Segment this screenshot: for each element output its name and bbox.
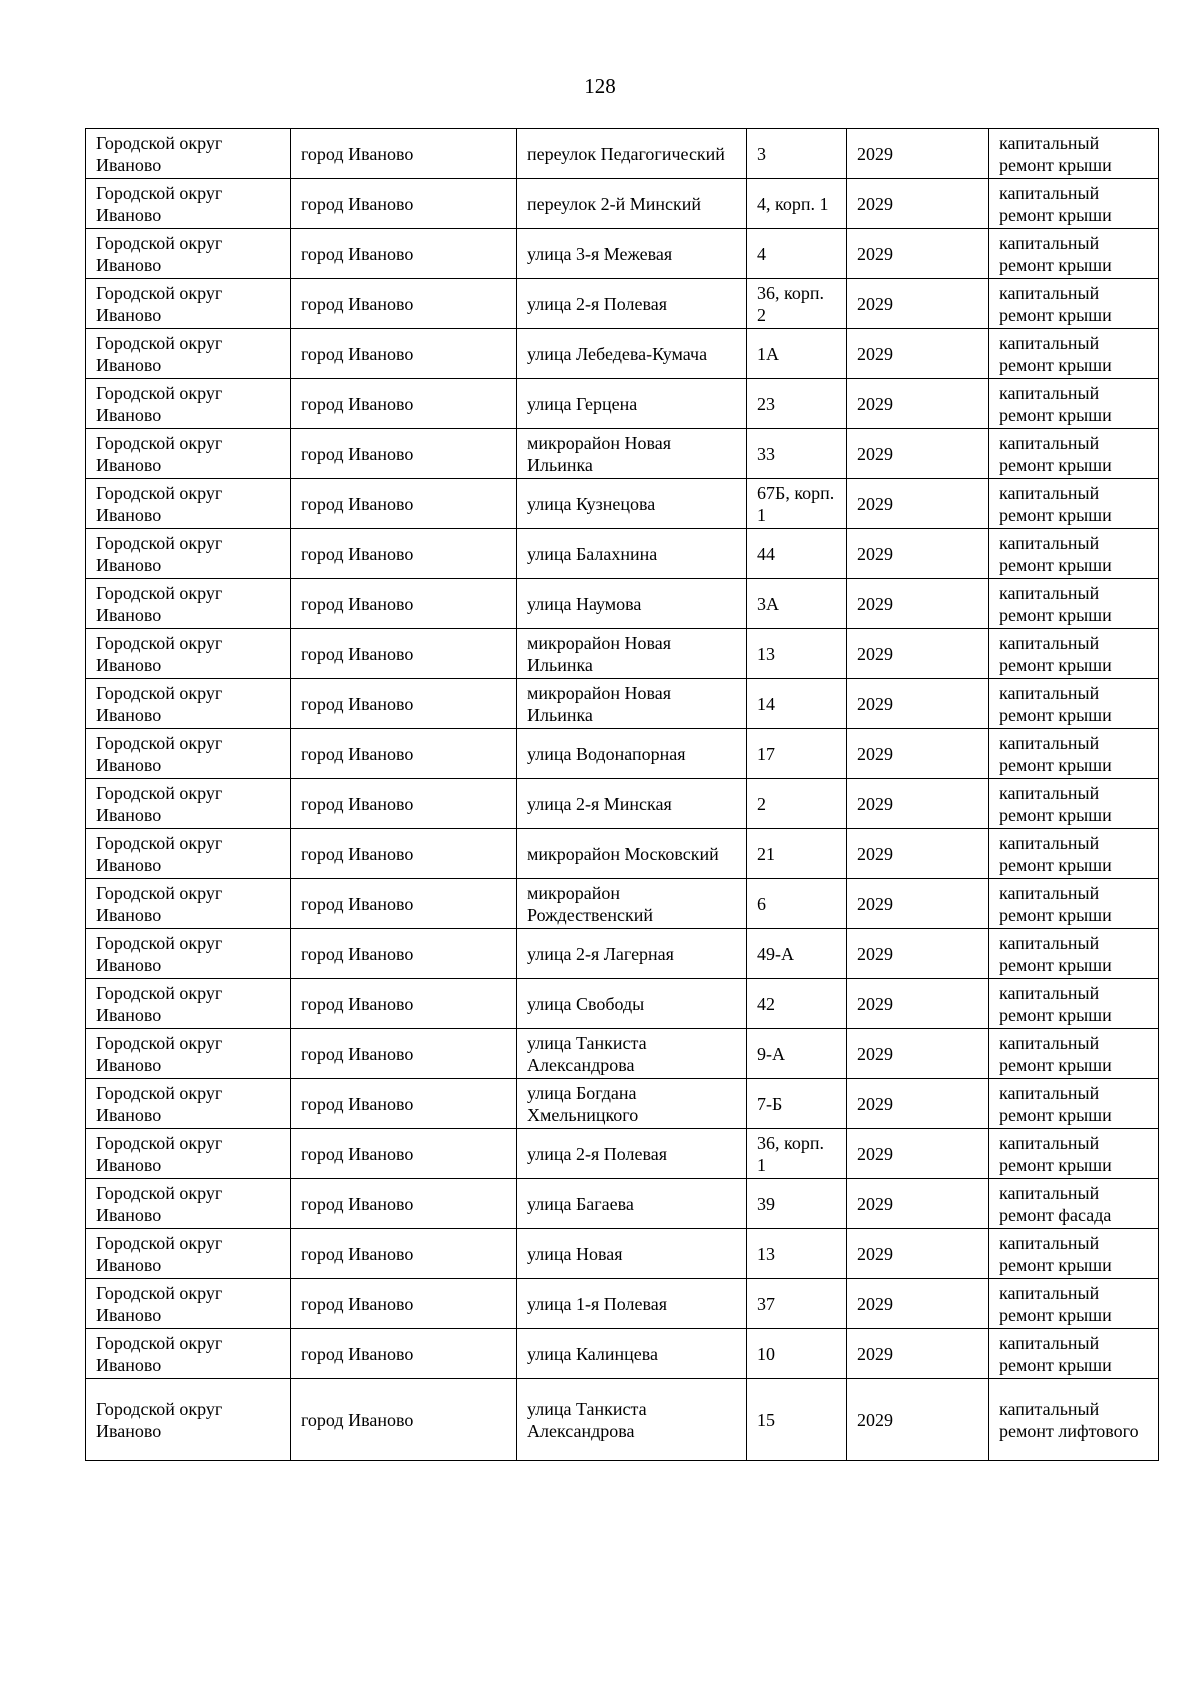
city-cell: город Иваново bbox=[291, 679, 517, 729]
city-cell: город Иваново bbox=[291, 279, 517, 329]
table-row bbox=[86, 979, 1159, 1029]
year-cell: 2029 bbox=[847, 1379, 989, 1461]
work-type-cell: капитальный ремонт крыши bbox=[989, 329, 1159, 379]
house-number-cell: 4 bbox=[747, 229, 847, 279]
street-cell: микрорайон Новая Ильинка bbox=[517, 629, 747, 679]
house-number-cell: 2 bbox=[747, 779, 847, 829]
year-cell: 2029 bbox=[847, 529, 989, 579]
year-cell: 2029 bbox=[847, 929, 989, 979]
city-cell: город Иваново bbox=[291, 429, 517, 479]
table-row bbox=[86, 1129, 1159, 1179]
district-cell: Городской округ Иваново bbox=[86, 229, 291, 279]
house-number-cell: 21 bbox=[747, 829, 847, 879]
district-cell: Городской округ Иваново bbox=[86, 729, 291, 779]
district-cell: Городской округ Иваново bbox=[86, 1029, 291, 1079]
work-type-cell: капитальный ремонт крыши bbox=[989, 879, 1159, 929]
street-cell: улица Калинцева bbox=[517, 1329, 747, 1379]
street-cell: улица Новая bbox=[517, 1229, 747, 1279]
district-cell: Городской округ Иваново bbox=[86, 479, 291, 529]
district-cell: Городской округ Иваново bbox=[86, 879, 291, 929]
house-number-cell: 3А bbox=[747, 579, 847, 629]
table-row bbox=[86, 1279, 1159, 1329]
district-cell: Городской округ Иваново bbox=[86, 829, 291, 879]
street-cell: переулок Педагогический bbox=[517, 129, 747, 179]
house-number-cell: 13 bbox=[747, 1229, 847, 1279]
year-cell: 2029 bbox=[847, 1029, 989, 1079]
street-cell: микрорайон Новая Ильинка bbox=[517, 679, 747, 729]
city-cell: город Иваново bbox=[291, 1029, 517, 1079]
work-type-cell: капитальный ремонт лифтового bbox=[989, 1379, 1159, 1461]
table-row bbox=[86, 1029, 1159, 1079]
work-type-cell: капитальный ремонт крыши bbox=[989, 179, 1159, 229]
street-cell: улица 2-я Полевая bbox=[517, 279, 747, 329]
city-cell: город Иваново bbox=[291, 729, 517, 779]
district-cell: Городской округ Иваново bbox=[86, 1379, 291, 1461]
house-number-cell: 3 bbox=[747, 129, 847, 179]
year-cell: 2029 bbox=[847, 779, 989, 829]
table-row bbox=[86, 1179, 1159, 1229]
district-cell: Городской округ Иваново bbox=[86, 279, 291, 329]
work-type-cell: капитальный ремонт крыши bbox=[989, 1129, 1159, 1179]
house-number-cell: 4, корп. 1 bbox=[747, 179, 847, 229]
year-cell: 2029 bbox=[847, 1279, 989, 1329]
city-cell: город Иваново bbox=[291, 1329, 517, 1379]
work-type-cell: капитальный ремонт крыши bbox=[989, 1279, 1159, 1329]
district-cell: Городской округ Иваново bbox=[86, 1079, 291, 1129]
table-row bbox=[86, 429, 1159, 479]
work-type-cell: капитальный ремонт крыши bbox=[989, 929, 1159, 979]
city-cell: город Иваново bbox=[291, 1279, 517, 1329]
year-cell: 2029 bbox=[847, 879, 989, 929]
city-cell: город Иваново bbox=[291, 929, 517, 979]
district-cell: Городской округ Иваново bbox=[86, 329, 291, 379]
table-row bbox=[86, 379, 1159, 429]
year-cell: 2029 bbox=[847, 979, 989, 1029]
table-row bbox=[86, 929, 1159, 979]
year-cell: 2029 bbox=[847, 729, 989, 779]
district-cell: Городской округ Иваново bbox=[86, 429, 291, 479]
district-cell: Городской округ Иваново bbox=[86, 679, 291, 729]
street-cell: улица Водонапорная bbox=[517, 729, 747, 779]
table-row bbox=[86, 679, 1159, 729]
house-number-cell: 49-А bbox=[747, 929, 847, 979]
street-cell: микрорайон Рождественский bbox=[517, 879, 747, 929]
year-cell: 2029 bbox=[847, 1079, 989, 1129]
table-row bbox=[86, 1329, 1159, 1379]
district-cell: Городской округ Иваново bbox=[86, 1129, 291, 1179]
work-type-cell: капитальный ремонт крыши bbox=[989, 379, 1159, 429]
table-row bbox=[86, 279, 1159, 329]
work-type-cell: капитальный ремонт крыши bbox=[989, 579, 1159, 629]
year-cell: 2029 bbox=[847, 429, 989, 479]
district-cell: Городской округ Иваново bbox=[86, 1329, 291, 1379]
street-cell: улица Богдана Хмельницкого bbox=[517, 1079, 747, 1129]
table-row bbox=[86, 179, 1159, 229]
city-cell: город Иваново bbox=[291, 229, 517, 279]
table-row bbox=[86, 779, 1159, 829]
work-type-cell: капитальный ремонт крыши bbox=[989, 629, 1159, 679]
district-cell: Городской округ Иваново bbox=[86, 1279, 291, 1329]
street-cell: улица 3-я Межевая bbox=[517, 229, 747, 279]
city-cell: город Иваново bbox=[291, 1129, 517, 1179]
street-cell: микрорайон Московский bbox=[517, 829, 747, 879]
city-cell: город Иваново bbox=[291, 779, 517, 829]
work-type-cell: капитальный ремонт крыши bbox=[989, 829, 1159, 879]
work-type-cell: капитальный ремонт крыши bbox=[989, 729, 1159, 779]
year-cell: 2029 bbox=[847, 1179, 989, 1229]
year-cell: 2029 bbox=[847, 379, 989, 429]
city-cell: город Иваново bbox=[291, 579, 517, 629]
table-row bbox=[86, 629, 1159, 679]
house-number-cell: 33 bbox=[747, 429, 847, 479]
city-cell: город Иваново bbox=[291, 129, 517, 179]
district-cell: Городской округ Иваново bbox=[86, 129, 291, 179]
house-number-cell: 23 bbox=[747, 379, 847, 429]
year-cell: 2029 bbox=[847, 1229, 989, 1279]
house-number-cell: 10 bbox=[747, 1329, 847, 1379]
district-cell: Городской округ Иваново bbox=[86, 1229, 291, 1279]
work-type-cell: капитальный ремонт крыши bbox=[989, 679, 1159, 729]
work-type-cell: капитальный ремонт фасада bbox=[989, 1179, 1159, 1229]
street-cell: улица Танкиста Александрова bbox=[517, 1029, 747, 1079]
work-type-cell: капитальный ремонт крыши bbox=[989, 1329, 1159, 1379]
district-cell: Городской округ Иваново bbox=[86, 579, 291, 629]
work-type-cell: капитальный ремонт крыши bbox=[989, 1029, 1159, 1079]
city-cell: город Иваново bbox=[291, 879, 517, 929]
house-number-cell: 14 bbox=[747, 679, 847, 729]
house-number-cell: 67Б, корп. 1 bbox=[747, 479, 847, 529]
house-number-cell: 7-Б bbox=[747, 1079, 847, 1129]
work-type-cell: капитальный ремонт крыши bbox=[989, 1229, 1159, 1279]
work-type-cell: капитальный ремонт крыши bbox=[989, 1079, 1159, 1129]
table-row bbox=[86, 1079, 1159, 1129]
house-number-cell: 36, корп. 1 bbox=[747, 1129, 847, 1179]
street-cell: улица Лебедева-Кумача bbox=[517, 329, 747, 379]
district-cell: Городской округ Иваново bbox=[86, 979, 291, 1029]
year-cell: 2029 bbox=[847, 629, 989, 679]
year-cell: 2029 bbox=[847, 679, 989, 729]
work-type-cell: капитальный ремонт крыши bbox=[989, 429, 1159, 479]
street-cell: улица 2-я Лагерная bbox=[517, 929, 747, 979]
city-cell: город Иваново bbox=[291, 979, 517, 1029]
city-cell: город Иваново bbox=[291, 179, 517, 229]
street-cell: улица 1-я Полевая bbox=[517, 1279, 747, 1329]
district-cell: Городской округ Иваново bbox=[86, 1179, 291, 1229]
table-row bbox=[86, 579, 1159, 629]
street-cell: улица Багаева bbox=[517, 1179, 747, 1229]
street-cell: улица Кузнецова bbox=[517, 479, 747, 529]
year-cell: 2029 bbox=[847, 229, 989, 279]
city-cell: город Иваново bbox=[291, 379, 517, 429]
city-cell: город Иваново bbox=[291, 1179, 517, 1229]
table-row bbox=[86, 879, 1159, 929]
house-number-cell: 1А bbox=[747, 329, 847, 379]
year-cell: 2029 bbox=[847, 279, 989, 329]
district-cell: Городской округ Иваново bbox=[86, 929, 291, 979]
house-number-cell: 36, корп. 2 bbox=[747, 279, 847, 329]
house-number-cell: 13 bbox=[747, 629, 847, 679]
work-type-cell: капитальный ремонт крыши bbox=[989, 779, 1159, 829]
city-cell: город Иваново bbox=[291, 479, 517, 529]
house-number-cell: 39 bbox=[747, 1179, 847, 1229]
table-row bbox=[86, 129, 1159, 179]
street-cell: улица Балахнина bbox=[517, 529, 747, 579]
table-row bbox=[86, 1229, 1159, 1279]
city-cell: город Иваново bbox=[291, 329, 517, 379]
work-type-cell: капитальный ремонт крыши bbox=[989, 979, 1159, 1029]
district-cell: Городской округ Иваново bbox=[86, 379, 291, 429]
year-cell: 2029 bbox=[847, 829, 989, 879]
city-cell: город Иваново bbox=[291, 1379, 517, 1461]
table-row bbox=[86, 729, 1159, 779]
house-number-cell: 42 bbox=[747, 979, 847, 1029]
house-number-cell: 44 bbox=[747, 529, 847, 579]
city-cell: город Иваново bbox=[291, 1079, 517, 1129]
table-body bbox=[86, 129, 1159, 1461]
table-row bbox=[86, 829, 1159, 879]
year-cell: 2029 bbox=[847, 479, 989, 529]
table-row bbox=[86, 529, 1159, 579]
house-number-cell: 6 bbox=[747, 879, 847, 929]
street-cell: улица Герцена bbox=[517, 379, 747, 429]
table-row bbox=[86, 479, 1159, 529]
year-cell: 2029 bbox=[847, 1329, 989, 1379]
work-type-cell: капитальный ремонт крыши bbox=[989, 479, 1159, 529]
year-cell: 2029 bbox=[847, 579, 989, 629]
house-number-cell: 15 bbox=[747, 1379, 847, 1461]
house-number-cell: 17 bbox=[747, 729, 847, 779]
city-cell: город Иваново bbox=[291, 629, 517, 679]
street-cell: улица 2-я Полевая bbox=[517, 1129, 747, 1179]
work-type-cell: капитальный ремонт крыши bbox=[989, 279, 1159, 329]
district-cell: Городской округ Иваново bbox=[86, 779, 291, 829]
city-cell: город Иваново bbox=[291, 1229, 517, 1279]
work-type-cell: капитальный ремонт крыши bbox=[989, 529, 1159, 579]
house-number-cell: 9-А bbox=[747, 1029, 847, 1079]
year-cell: 2029 bbox=[847, 1129, 989, 1179]
street-cell: улица Свободы bbox=[517, 979, 747, 1029]
table-row bbox=[86, 1379, 1159, 1461]
work-type-cell: капитальный ремонт крыши bbox=[989, 229, 1159, 279]
table-row bbox=[86, 329, 1159, 379]
street-cell: улица 2-я Минская bbox=[517, 779, 747, 829]
house-number-cell: 37 bbox=[747, 1279, 847, 1329]
street-cell: улица Танкиста Александрова bbox=[517, 1379, 747, 1461]
district-cell: Городской округ Иваново bbox=[86, 529, 291, 579]
city-cell: город Иваново bbox=[291, 829, 517, 879]
street-cell: улица Наумова bbox=[517, 579, 747, 629]
year-cell: 2029 bbox=[847, 329, 989, 379]
district-cell: Городской округ Иваново bbox=[86, 629, 291, 679]
district-cell: Городской округ Иваново bbox=[86, 179, 291, 229]
street-cell: микрорайон Новая Ильинка bbox=[517, 429, 747, 479]
table-row bbox=[86, 229, 1159, 279]
year-cell: 2029 bbox=[847, 129, 989, 179]
housing-repair-table bbox=[85, 128, 1159, 1461]
street-cell: переулок 2-й Минский bbox=[517, 179, 747, 229]
work-type-cell: капитальный ремонт крыши bbox=[989, 129, 1159, 179]
page-number: 128 bbox=[584, 74, 616, 98]
city-cell: город Иваново bbox=[291, 529, 517, 579]
year-cell: 2029 bbox=[847, 179, 989, 229]
